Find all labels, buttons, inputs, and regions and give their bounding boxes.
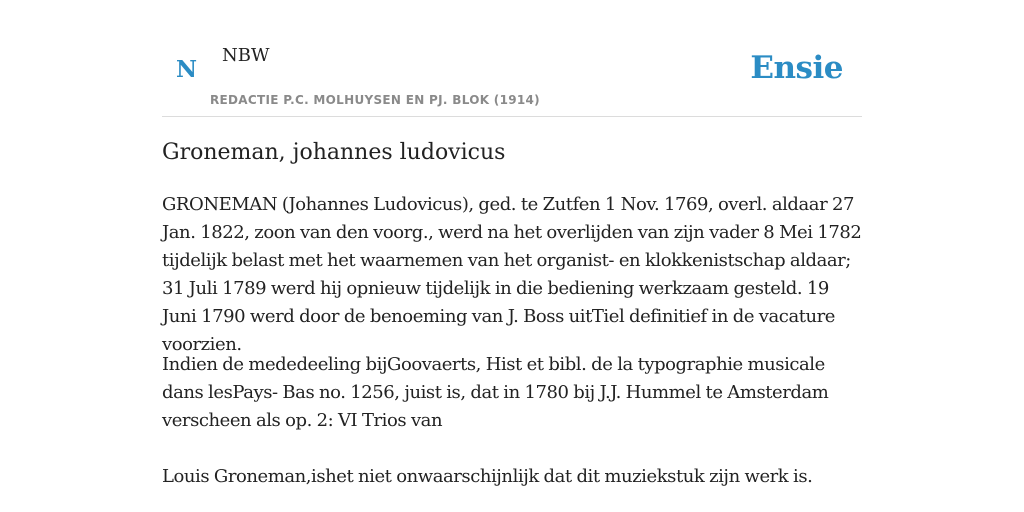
article-paragraph: Louis Groneman,ishet niet onwaarschijnlijk dat dit muziekstuk zijn werk is. [162,466,813,487]
page-header [162,0,862,117]
source-name[interactable]: NBW [222,45,270,66]
article-paragraph: Indien de mededeeling bijGoovaerts, Hist et bibl. de la typographie musicale dans lesPays- Bas no. 1256, juist is, dat in 1780 bij J.J. Hummel te Amsterdam verscheen als op. 2: VI Trios van [162,354,829,431]
article-page [162,0,862,487]
source-logo[interactable]: N [176,56,198,83]
source-editors: REDACTIE P.C. MOLHUYSEN EN PJ. BLOK (1914) [210,93,540,107]
article-paragraph: GRONEMAN (Johannes Ludovicus), ged. te Zutfen 1 Nov. 1769, overl. aldaar 27 Jan. 1822, zoon van den voorg., werd na het overlijden van zijn vader 8 Mei 1782 tijdelijk belast met het waarnemen van het organist- en klokkenistschap aldaar; 31 Juli 1789 werd hij opnieuw tijdelijk in die bediening werkzaam gesteld. 19 Juni 1790 werd door de benoeming van J. Boss uitTiel definitief in de vacature voorzien. [162,194,862,355]
page-title: Groneman, johannes ludovicus [162,140,506,165]
brand-logo[interactable]: Ensie [750,50,843,86]
